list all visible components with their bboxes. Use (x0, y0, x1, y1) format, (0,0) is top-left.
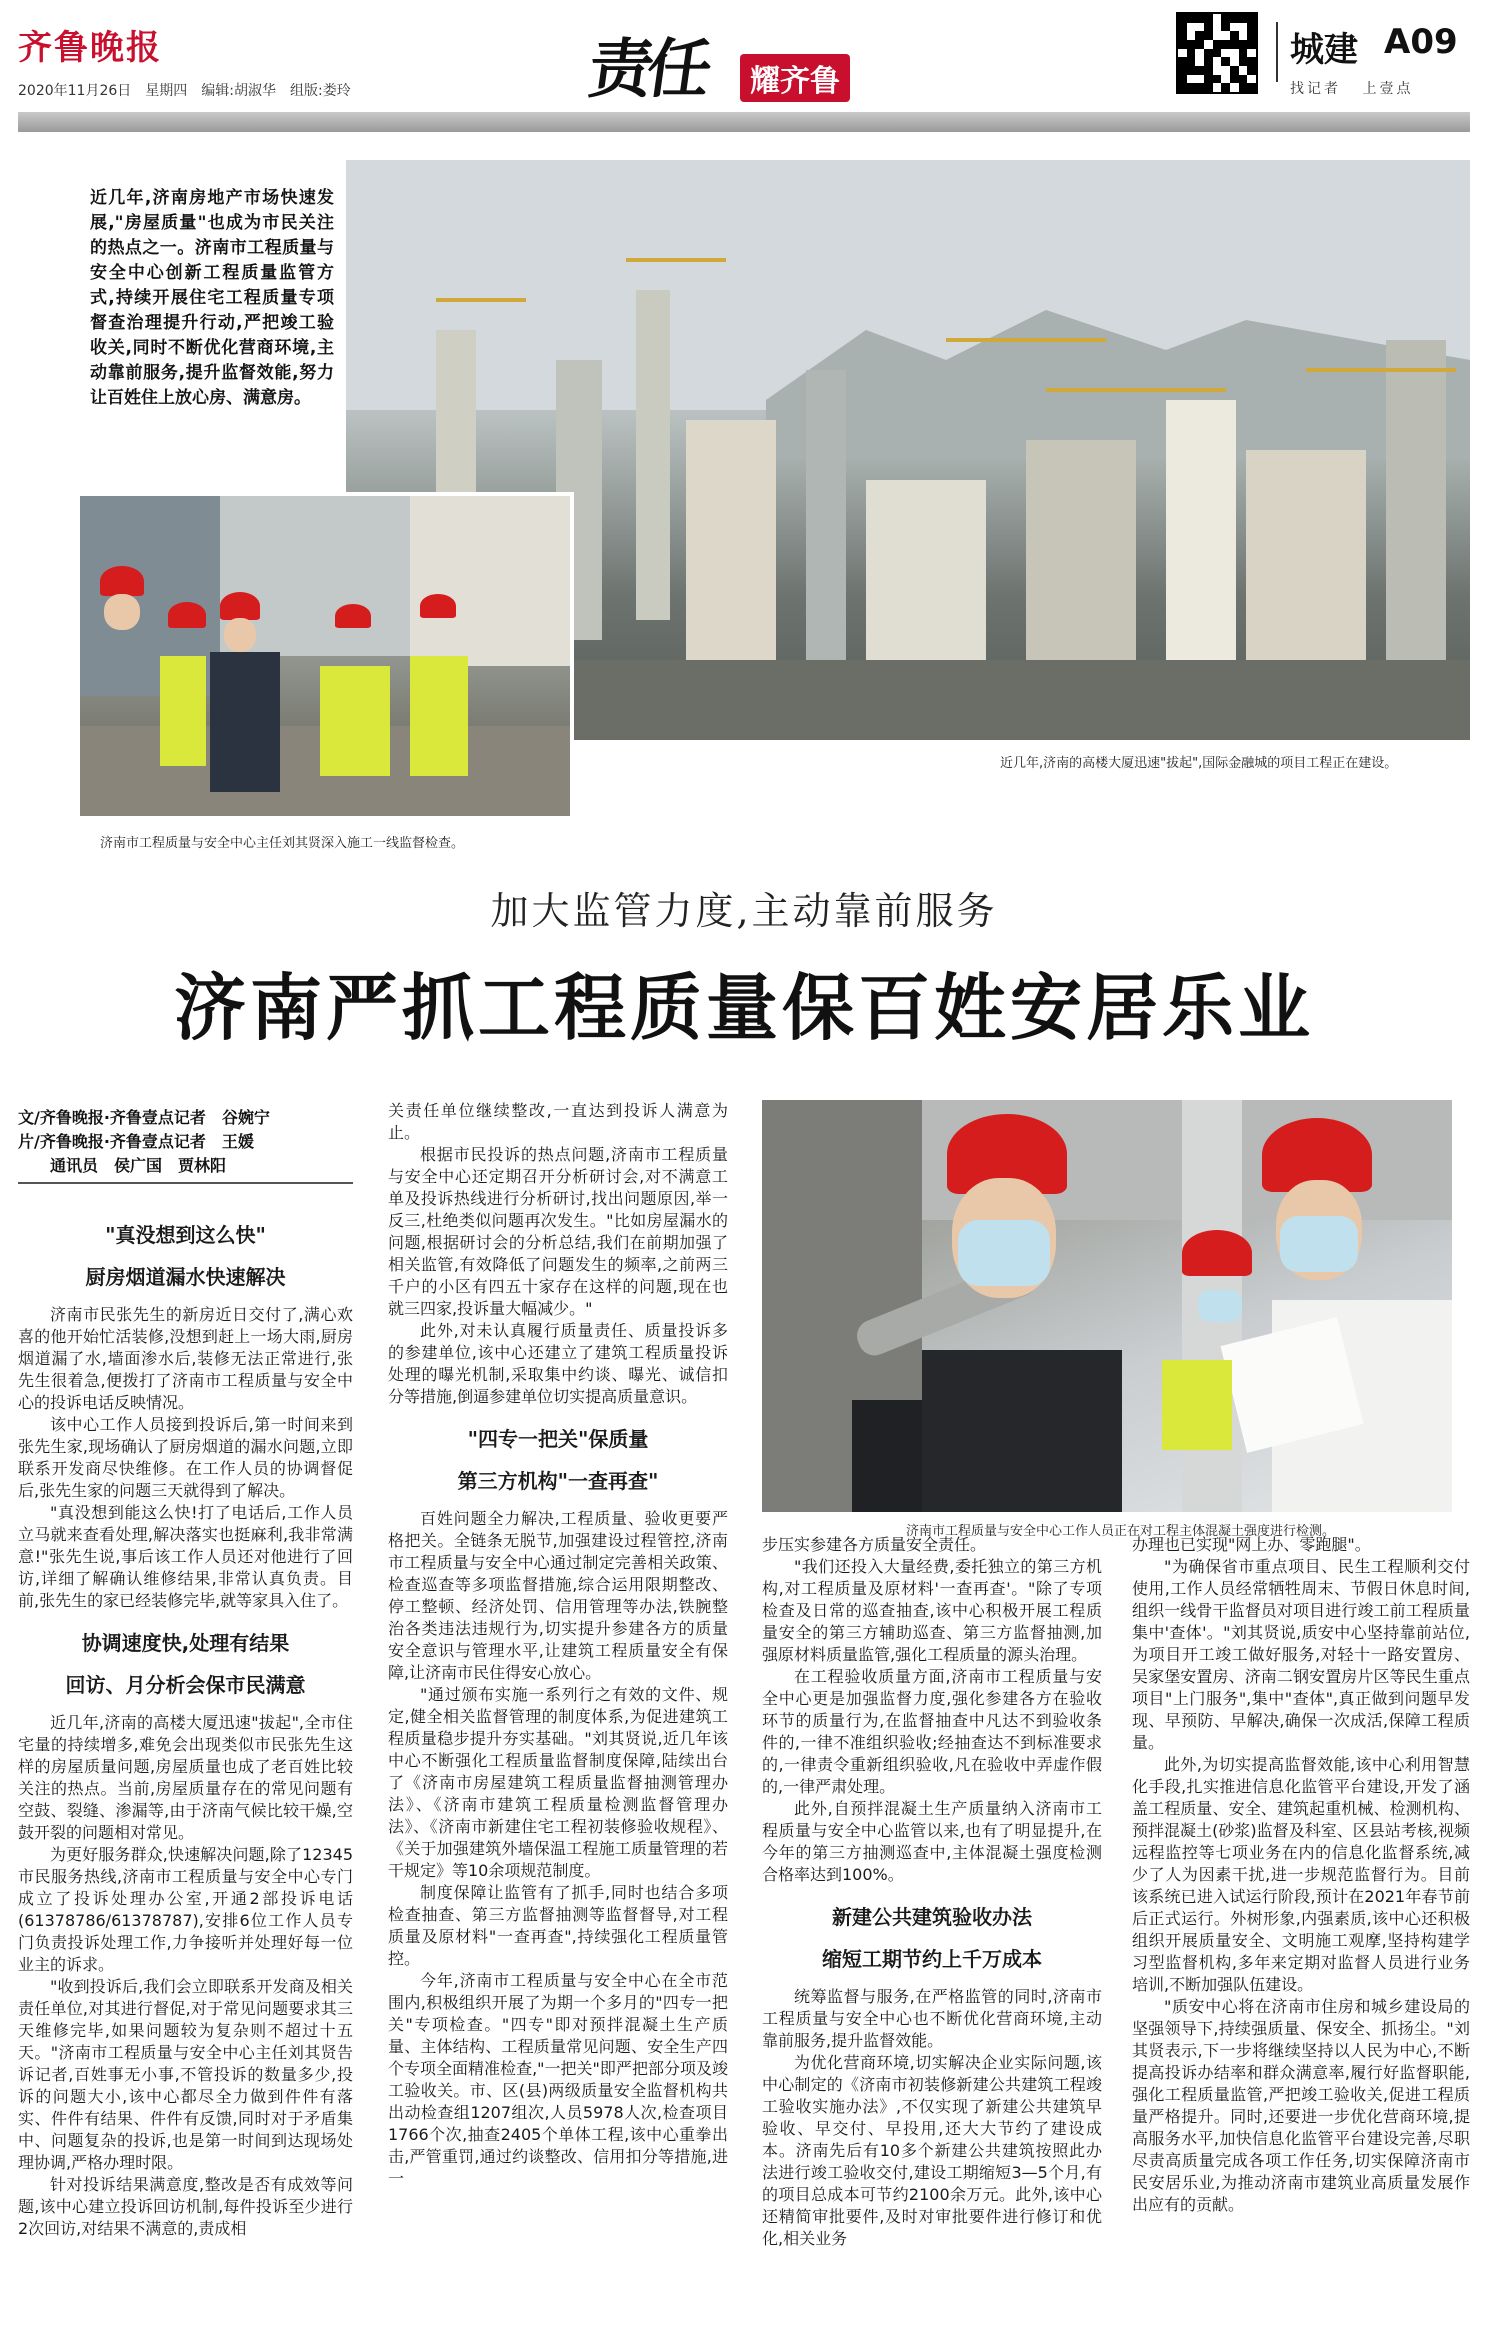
article-column-3 (762, 1534, 1102, 2326)
paragraph: 根据市民投诉的热点问题,济南市工程质量与安全中心还定期召开分析研讨会,对不满意工单及投诉热线进行分析研讨,找出问题原因,举一反三,杜绝类似问题再次发生。"比如房屋漏水的问题,根据研讨会的分析总结,我们在前期加强了相关监管,有效降低了问题发生的频率,之前两三千户的小区有四五十家存在这样的问题,现在也就三四家,投诉量大幅减少。" (388, 1145, 728, 1318)
face-mask (1198, 1290, 1242, 1322)
paragraph: "通过颁布实施一系列行之有效的文件、规定,健全相关监督管理的制度体系,为促进建筑工程质量稳步提升夯实基础。"刘其贤说,近几年该中心不断强化工程质量监督制度保障,陆续出台了《济南市房屋建筑工程质量监督抽测管理办法》、《济南市建筑工程质量检测监督管理办法》、《济南市新建住宅工程初装修验收规程》、《关于加强建筑外墙保温工程施工质量管理的若干规定》等10余项规范制度。 (388, 1685, 728, 1880)
byline-photographer: 片/齐鲁晚报·齐鲁壹点记者 王媛 (18, 1132, 254, 1151)
paragraph: 济南市民张先生的新房近日交付了,满心欢喜的他开始忙活装修,没想到赶上一场大雨,厨房烟道漏了水,墙面渗水后,装修无法正常进行,张先生很着急,便拨打了济南市工程质量与安全中心的投诉电话反映情况。 (18, 1305, 353, 1412)
face-mask (958, 1220, 1050, 1286)
dark-jacket (210, 652, 280, 792)
safety-vest (1162, 1360, 1232, 1450)
byline-rule (18, 1182, 353, 1184)
newspaper-logo: 齐鲁晚报 (18, 28, 162, 68)
site-inspection-photo (76, 492, 574, 820)
paragraph: 制度保障让监管有了抓手,同时也结合多项检查抽查、第三方监督抽测等监督督导,对工程质量及原材料"一查再查",持续强化工程质量管控。 (388, 1883, 728, 1968)
subhead-four-specials-line2: 第三方机构"一查再查" (457, 1469, 659, 1493)
article-column-2 (388, 1100, 728, 2326)
page-number: A09 (1384, 22, 1458, 62)
byline-correspondents: 通讯员 侯广国 贾林阳 (18, 1156, 227, 1175)
column-logo (583, 18, 990, 107)
paragraph: "质安中心将在济南市住房和城乡建设局的坚强领导下,持续强质量、保安全、抓扬尘。"刘其贤表示,下一步将继续坚持以人民为中心,不断提高投诉办结率和群众满意率,履行好监督职能,强化工程质量监管,严把竣工验收关,促进工程质量严格提升。同时,还要进一步优化营商环境,提高服务水平,加快信息化监管平台建设完善,尽职尽责高质量完成各项工作任务,切实保障济南市民安居乐业,为推动济南市建筑业高质量发展作出应有的贡献。 (1132, 1997, 1470, 2214)
subhead-quick-fix: "真没想到这么快" (105, 1223, 266, 1247)
subhead-quick-fix-line2: 厨房烟道漏水快速解决 (85, 1265, 286, 1289)
paragraph: 为更好服务群众,快速解决问题,除了12345市民服务热线,济南市工程质量与安全中心专门成立了投诉处理办公室,开通2部投诉电话(61378786/61378787),安排6位工作人员专门负责投诉处理工作,力争接听并处理好每一位业主的诉求。 (18, 1845, 353, 1974)
face-mask (1280, 1216, 1358, 1272)
red-helmet-icon (335, 604, 371, 628)
paragraph: 在工程验收质量方面,济南市工程质量与安全中心更是加强监督力度,强化参建各方在验收环节的质量行为,在监督抽查中凡达不到验收条件的,一律不准组织验收;经抽查达不到标准要求的,一律责令重新组织验收,凡在验收中弄虚作假的,一律严肃处理。 (762, 1667, 1102, 1796)
worker-photo-caption: 济南市工程质量与安全中心工作人员正在对工程主体混凝土强度进行检测。 (906, 1524, 1336, 1539)
paragraph: 此外,对未认真履行质量责任、质量投诉多的参建单位,该中心还建立了建筑工程质量投诉处理的曝光机制,采取集中约谈、曝光、诚信扣分等措施,倒逼参建单位切实提高质量意识。 (388, 1321, 728, 1406)
person-face (104, 594, 140, 630)
intro-summary: 近几年,济南房地产市场快速发展,"房屋质量"也成为市民关注的热点之一。济南市工程质量与安全中心创新工程质量监管方式,持续开展住宅工程质量专项督查治理提升行动,严把竣工验收关,同时不断优化营商环境,主动靠前服务,提升监督效能,努力让百姓住上放心房、满意房。 (76, 160, 346, 492)
red-helmet-icon (100, 566, 144, 596)
concrete-testing-photo (762, 1100, 1452, 1512)
main-headline: 济南严抓工程质量保百姓安居乐业 (173, 966, 1314, 1050)
issue-date-line: 2020年11月26日 星期四 编辑:胡淑华 组版:娄玲 (18, 83, 351, 99)
red-helmet-icon (420, 594, 456, 618)
subhead-four-specials: "四专一把关"保质量 (467, 1427, 649, 1451)
person-face (224, 618, 256, 652)
header-rule (18, 112, 1470, 132)
paragraph: 针对投诉结果满意度,整改是否有成效等问题,该中心建立投诉回访机制,每件投诉至少进行2次回访,对结果不满意的,责成相 (18, 2175, 353, 2238)
paragraph: 近几年,济南的高楼大厦迅速"拔起",全市住宅量的持续增多,难免会出现类似市民张先生这样的房屋质量问题,房屋质量也成了老百姓比较关注的热点。当前,房屋质量存在的常见问题有空鼓、裂缝、渗漏等,由于济南气候比较干燥,空鼓开裂的问题相对常见。 (18, 1713, 353, 1842)
paragraph: "我们还投入大量经费,委托独立的第三方机构,对工程质量及原材料'一查再查'。"除了专项检查及日常的巡查抽查,该中心积极开展工程质量安全的第三方辅助巡查、第三方监督抽测,加强原材料质量监管,强化工程质量的源头治理。 (762, 1557, 1102, 1664)
inset-photo-caption: 济南市工程质量与安全中心主任刘其贤深入施工一线监督检查。 (100, 836, 465, 851)
byline (18, 1106, 353, 1178)
subhead-acceptance: 新建公共建筑验收办法 (832, 1905, 1032, 1929)
paragraph: 关责任单位继续整改,一直达到投诉人满意为止。 (388, 1101, 728, 1142)
paragraph: 办理也已实现"网上办、零跑腿"。 (1132, 1535, 1371, 1554)
paragraph: "真没想到能这么快!打了电话后,工作人员立马就来查看处理,解决落实也挺麻利,我非常满意!"张先生说,事后该工作人员还对他进行了回访,详细了解确认维修结果,非常认真负责。目前,张先生的家已经装修完毕,就等家具入住了。 (18, 1503, 353, 1610)
paragraph: 为优化营商环境,切实解决企业实际问题,该中心制定的《济南市初装修新建公共建筑工程竣工验收实施办法》,不仅实现了新建公共建筑早验收、早交付、早投用,还大大节约了建设成本。济南先后有10多个新建公共建筑按照此办法进行竣工验收交付,建设工期缩短3—5个月,有的项目总成本可节约2100余万元。此外,该中心还精简审批要件,及时对审批要件进行修订和优化,相关业务 (762, 2053, 1102, 2248)
safety-vest (320, 666, 390, 776)
paragraph: 百姓问题全力解决,工程质量、验收更要严格把关。全链条无脱节,加强建设过程管控,济南市工程质量与安全中心通过制定完善相关政策、检查巡查等多项监督措施,综合运用限期整改、停工整顿、经济处罚、信用管理等办法,铁腕整治各类违法违规行为,切实提升参建各方的质量安全意识与管理水平,让建筑工程质量安全有保障,让济南市民住得安心放心。 (388, 1509, 728, 1682)
main-photo-caption: 近几年,济南的高楼大厦迅速"拔起",国际金融城的项目工程正在建设。 (1000, 756, 1398, 771)
paragraph: "收到投诉后,我们会立即联系开发商及相关责任单位,对其进行督促,对于常见问题要求其三天维修完毕,如果问题较为复杂则不超过十五天。"济南市工程质量与安全中心主任刘其贤告诉记者,百姓事无小事,不管投诉的数量多少,投诉的问题大小,该中心都尽全力做到件件有落实、件件有结果、件件有反馈,同时对于矛盾集中、问题复杂的投诉,也是第一时间到达现场处理协调,严格办理时限。 (18, 1977, 353, 2172)
paragraph: 步压实参建各方质量安全责任。 (762, 1535, 987, 1554)
paragraph: 统筹监督与服务,在严格监管的同时,济南市工程质量与安全中心也不断优化营商环境,主动靠前服务,提升监督效能。 (762, 1987, 1102, 2050)
paragraph: "为确保省市重点项目、民生工程顺利交付使用,工作人员经常牺牲周末、节假日休息时间,组织一线骨干监督员对项目进行竣工前工程质量集中'查体'。"刘其贤说,质安中心坚持靠前站位,为项目开工竣工做好服务,对轻十一路安置房、吴家堡安置房、济南二钢安置房片区等民生重点项目"上门服务",集中"查体",真正做到问题早发现、早预防、早解决,确保一次成活,保障工程质量。 (1132, 1557, 1470, 1752)
safety-vest (160, 656, 206, 766)
subhead-acceptance-line2: 缩短工期节约上千万成本 (822, 1947, 1042, 1971)
qr-code-icon (1176, 12, 1258, 94)
paragraph: 该中心工作人员接到投诉后,第一时间来到张先生家,现场确认了厨房烟道的漏水问题,立即联系开发商尽快维修。在工作人员的协调督促后,张先生家的问题三天就得到了解决。 (18, 1415, 353, 1500)
subhead-coordination: 协调速度快,处理有结果 (81, 1631, 290, 1655)
safety-vest (410, 656, 468, 776)
red-helmet-icon (168, 602, 206, 628)
column-logo-text: 责任 (583, 32, 711, 107)
masthead-divider (1276, 22, 1278, 82)
reporter-hotline: 找记者 上壹点 (1290, 81, 1414, 97)
section-name: 城建 (1290, 30, 1358, 70)
column-logo-stamp: 耀齐鲁 (740, 54, 850, 102)
red-helmet-icon (220, 592, 260, 620)
headline-deck: 加大监管力度,主动靠前服务 (490, 889, 998, 933)
byline-writer: 文/齐鲁晚报·齐鲁壹点记者 谷婉宁 (18, 1108, 270, 1127)
article-column-4 (1132, 1534, 1470, 2326)
subhead-coordination-line2: 回访、月分析会保市民满意 (65, 1673, 306, 1697)
red-helmet-icon (1182, 1230, 1252, 1276)
paragraph: 今年,济南市工程质量与安全中心在全市范围内,积极组织开展了为期一个多月的"四专一把关"专项检查。"四专"即对预拌混凝土生产质量、主体结构、工程质量常见问题、安全生产四个专项全面精准检查,"一把关"即严把部分项及竣工验收关。市、区(县)两级质量安全监督机构共出动检查组1207组次,人员5978人次,检查项目1766个次,抽查2405个单体工程,该中心重拳出击,严管重罚,通过约谈整改、信用扣分等措施,进一 (388, 1971, 728, 2188)
article-column-1 (18, 1204, 353, 2326)
paragraph: 此外,自预拌混凝土生产质量纳入济南市工程质量与安全中心监管以来,也有了明显提升,在今年的第三方抽测巡查中,主体混凝土强度检测合格率达到100%。 (762, 1799, 1102, 1884)
paragraph: 此外,为切实提高监督效能,该中心利用智慧化手段,扎实推进信息化监管平台建设,开发了涵盖工程质量、安全、建筑起重机械、检测机构、预拌混凝土(砂浆)监督及科室、区县站考核,视频远程监控等七项业务在内的信息化监督系统,减少了人为因素干扰,进一步规范监督行为。目前该系统已进入试运行阶段,预计在2021年春节前后正式运行。外树形象,内强素质,该中心还积极组织开展质量安全、文明施工观摩,坚持构建学习型监督机构,多年来定期对监督人员进行业务培训,不断加强队伍建设。 (1132, 1755, 1470, 1994)
